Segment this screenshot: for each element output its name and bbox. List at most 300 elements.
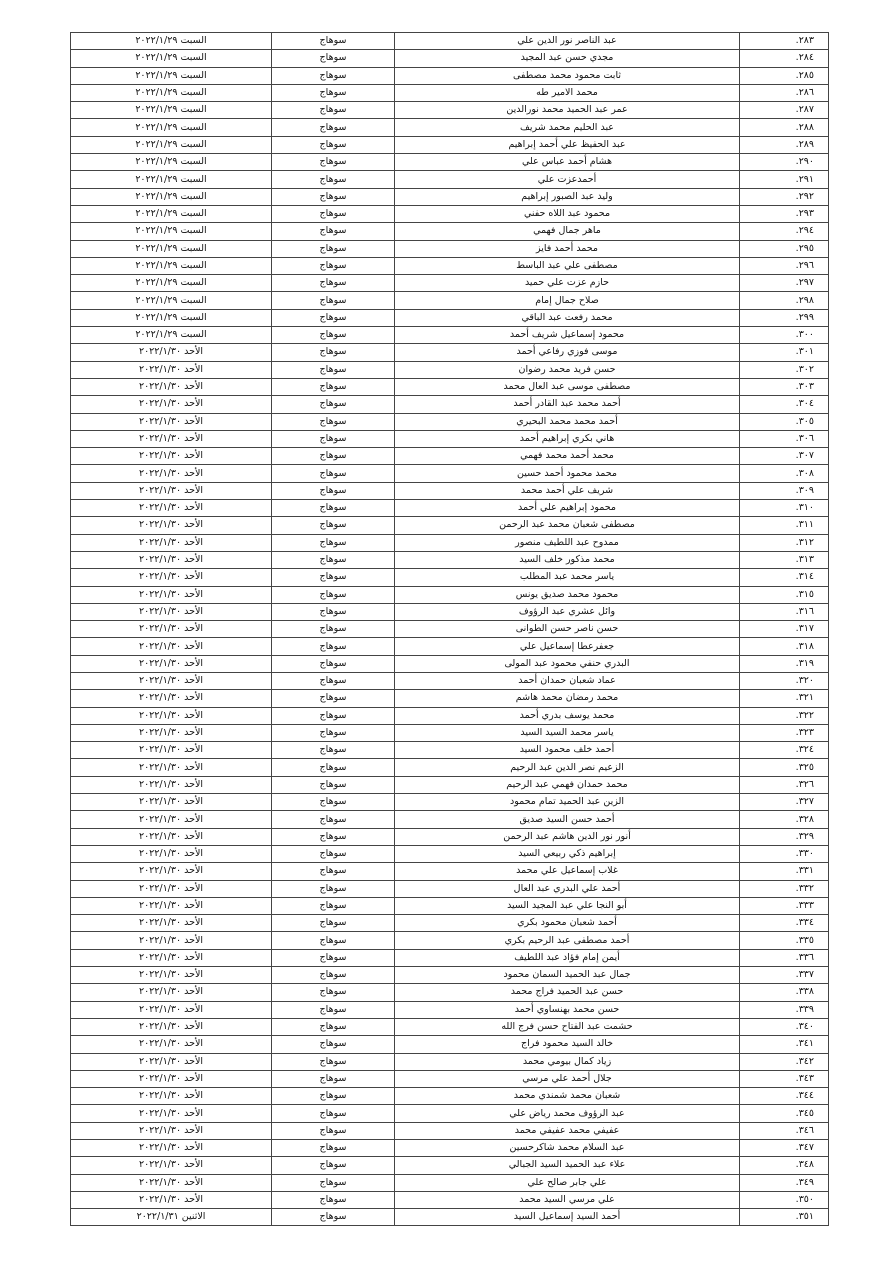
governorate-cell: سوهاج: [272, 223, 395, 240]
name-cell: ياسر محمد عبد المطلب: [395, 569, 740, 586]
date-cell: الأحد ٢٠٢٢/١/٣٠: [71, 448, 272, 465]
table-row: [71, 257, 829, 274]
date-cell: الأحد ٢٠٢٢/١/٣٠: [71, 430, 272, 447]
row-number-cell: ٢٩٦.: [740, 257, 829, 274]
governorate-cell: سوهاج: [272, 534, 395, 551]
name-cell: موسى فوزي رفاعي أحمد: [395, 344, 740, 361]
row-number-cell: ٣٠٣.: [740, 378, 829, 395]
date-cell: الأحد ٢٠٢٢/١/٣٠: [71, 897, 272, 914]
governorate-cell: سوهاج: [272, 50, 395, 67]
row-number-cell: ٣٠٩.: [740, 482, 829, 499]
date-cell: الأحد ٢٠٢٢/١/٣٠: [71, 517, 272, 534]
name-cell: حازم عزت علي حميد: [395, 275, 740, 292]
name-cell: مصطفى موسى عبد العال محمد: [395, 378, 740, 395]
row-number-cell: ٢٨٤.: [740, 50, 829, 67]
name-cell: عبد الحفيظ علي أحمد إبراهيم: [395, 136, 740, 153]
row-number-cell: ٣٢٤.: [740, 742, 829, 759]
name-cell: عمر عبد الحميد محمد نورالدين: [395, 102, 740, 119]
date-cell: الأحد ٢٠٢٢/١/٣٠: [71, 361, 272, 378]
row-number-cell: ٢٨٨.: [740, 119, 829, 136]
table-row: [71, 724, 829, 741]
name-cell: محمود إسماعيل شريف أحمد: [395, 327, 740, 344]
table-row: [71, 551, 829, 568]
governorate-cell: سوهاج: [272, 845, 395, 862]
row-number-cell: ٣٢١.: [740, 690, 829, 707]
governorate-cell: سوهاج: [272, 309, 395, 326]
name-cell: محمد رمضان محمد هاشم: [395, 690, 740, 707]
table-row: [71, 915, 829, 932]
governorate-cell: سوهاج: [272, 188, 395, 205]
table-row: [71, 638, 829, 655]
table-row: [71, 327, 829, 344]
table-row: [71, 500, 829, 517]
governorate-cell: سوهاج: [272, 84, 395, 101]
row-number-cell: ٢٨٩.: [740, 136, 829, 153]
governorate-cell: سوهاج: [272, 327, 395, 344]
row-number-cell: ٣٠٢.: [740, 361, 829, 378]
governorate-cell: سوهاج: [272, 67, 395, 84]
name-cell: علي مرسي السيد محمد: [395, 1191, 740, 1208]
row-number-cell: ٣٣٧.: [740, 967, 829, 984]
governorate-cell: سوهاج: [272, 275, 395, 292]
date-cell: الأحد ٢٠٢٢/١/٣٠: [71, 551, 272, 568]
name-cell: أحمدعزت علي: [395, 171, 740, 188]
date-cell: السبت ٢٠٢٢/١/٢٩: [71, 327, 272, 344]
row-number-cell: ٢٩٩.: [740, 309, 829, 326]
name-cell: عبد الحليم محمد شريف: [395, 119, 740, 136]
row-number-cell: ٣٢٣.: [740, 724, 829, 741]
governorate-cell: سوهاج: [272, 776, 395, 793]
table-row: [71, 67, 829, 84]
table-row: [71, 119, 829, 136]
governorate-cell: سوهاج: [272, 759, 395, 776]
name-cell: أبو النجا علي عبد المجيد السيد: [395, 897, 740, 914]
name-cell: محمد أحمد فايز: [395, 240, 740, 257]
row-number-cell: ٣١٨.: [740, 638, 829, 655]
date-cell: الأحد ٢٠٢٢/١/٣٠: [71, 690, 272, 707]
governorate-cell: سوهاج: [272, 517, 395, 534]
name-cell: زياد كمال بيومي محمد: [395, 1053, 740, 1070]
date-cell: الأحد ٢٠٢٢/١/٣٠: [71, 707, 272, 724]
governorate-cell: سوهاج: [272, 1070, 395, 1087]
date-cell: الأحد ٢٠٢٢/١/٣٠: [71, 586, 272, 603]
name-cell: شريف علي أحمد محمد: [395, 482, 740, 499]
table-row: [71, 655, 829, 672]
row-number-cell: ٣١٦.: [740, 603, 829, 620]
row-number-cell: ٢٩١.: [740, 171, 829, 188]
governorate-cell: سوهاج: [272, 396, 395, 413]
table-row: [71, 863, 829, 880]
governorate-cell: سوهاج: [272, 1018, 395, 1035]
date-cell: الأحد ٢٠٢٢/١/٣٠: [71, 1070, 272, 1087]
governorate-cell: سوهاج: [272, 1157, 395, 1174]
governorate-cell: سوهاج: [272, 1122, 395, 1139]
governorate-cell: سوهاج: [272, 621, 395, 638]
name-cell: علي جابر صالح علي: [395, 1174, 740, 1191]
date-cell: السبت ٢٠٢٢/١/٢٩: [71, 33, 272, 50]
date-cell: الأحد ٢٠٢٢/١/٣٠: [71, 742, 272, 759]
governorate-cell: سوهاج: [272, 1036, 395, 1053]
row-number-cell: ٣٤١.: [740, 1036, 829, 1053]
date-cell: الأحد ٢٠٢٢/١/٣٠: [71, 828, 272, 845]
row-number-cell: ٣٢٨.: [740, 811, 829, 828]
name-cell: حشمت عبد الفتاح حسن فرج الله: [395, 1018, 740, 1035]
date-cell: الأحد ٢٠٢٢/١/٣٠: [71, 794, 272, 811]
table-row: [71, 897, 829, 914]
table-row: [71, 1001, 829, 1018]
governorate-cell: سوهاج: [272, 136, 395, 153]
date-cell: الأحد ٢٠٢٢/١/٣٠: [71, 344, 272, 361]
table-row: [71, 672, 829, 689]
governorate-cell: سوهاج: [272, 984, 395, 1001]
name-cell: ماهر جمال فهمي: [395, 223, 740, 240]
table-row: [71, 845, 829, 862]
governorate-cell: سوهاج: [272, 586, 395, 603]
name-cell: محمود إبراهيم علي أحمد: [395, 500, 740, 517]
date-cell: الأحد ٢٠٢٢/١/٣٠: [71, 569, 272, 586]
date-cell: الاثنين ٢٠٢٢/١/٣١: [71, 1209, 272, 1226]
table-row: [71, 794, 829, 811]
date-cell: السبت ٢٠٢٢/١/٢٩: [71, 154, 272, 171]
name-cell: أحمد محمد محمد البحيري: [395, 413, 740, 430]
governorate-cell: سوهاج: [272, 1191, 395, 1208]
date-cell: الأحد ٢٠٢٢/١/٣٠: [71, 724, 272, 741]
row-number-cell: ٢٩٨.: [740, 292, 829, 309]
table-row: [71, 171, 829, 188]
table-row: [71, 586, 829, 603]
row-number-cell: ٣٢٠.: [740, 672, 829, 689]
records-table-body: [71, 33, 829, 1226]
governorate-cell: سوهاج: [272, 1174, 395, 1191]
row-number-cell: ٣١٠.: [740, 500, 829, 517]
row-number-cell: ٣٣٢.: [740, 880, 829, 897]
table-row: [71, 1018, 829, 1035]
governorate-cell: سوهاج: [272, 1209, 395, 1226]
row-number-cell: ٣٤٨.: [740, 1157, 829, 1174]
governorate-cell: سوهاج: [272, 828, 395, 845]
table-row: [71, 292, 829, 309]
governorate-cell: سوهاج: [272, 915, 395, 932]
date-cell: الأحد ٢٠٢٢/١/٣٠: [71, 1001, 272, 1018]
name-cell: ثابت محمود محمد مصطفى: [395, 67, 740, 84]
row-number-cell: ٣٤٢.: [740, 1053, 829, 1070]
governorate-cell: سوهاج: [272, 863, 395, 880]
row-number-cell: ٣١٥.: [740, 586, 829, 603]
name-cell: حسن ناصر حسن الطوانى: [395, 621, 740, 638]
governorate-cell: سوهاج: [272, 500, 395, 517]
table-row: [71, 1209, 829, 1226]
row-number-cell: ٣٢٩.: [740, 828, 829, 845]
table-row: [71, 690, 829, 707]
governorate-cell: سوهاج: [272, 430, 395, 447]
table-row: [71, 776, 829, 793]
table-row: [71, 378, 829, 395]
table-row: [71, 759, 829, 776]
governorate-cell: سوهاج: [272, 1105, 395, 1122]
table-row: [71, 603, 829, 620]
governorate-cell: سوهاج: [272, 119, 395, 136]
date-cell: الأحد ٢٠٢٢/١/٣٠: [71, 1191, 272, 1208]
date-cell: الأحد ٢٠٢٢/١/٣٠: [71, 949, 272, 966]
governorate-cell: سوهاج: [272, 811, 395, 828]
table-row: [71, 880, 829, 897]
governorate-cell: سوهاج: [272, 171, 395, 188]
governorate-cell: سوهاج: [272, 932, 395, 949]
date-cell: السبت ٢٠٢٢/١/٢٩: [71, 119, 272, 136]
table-row: [71, 275, 829, 292]
row-number-cell: ٣٤٧.: [740, 1140, 829, 1157]
name-cell: محمد حمدان فهمي عبد الرحيم: [395, 776, 740, 793]
name-cell: هشام أحمد عباس علي: [395, 154, 740, 171]
date-cell: الأحد ٢٠٢٢/١/٣٠: [71, 655, 272, 672]
row-number-cell: ٣٠٦.: [740, 430, 829, 447]
date-cell: الأحد ٢٠٢٢/١/٣٠: [71, 1088, 272, 1105]
name-cell: جمال عبد الحميد السمان محمود: [395, 967, 740, 984]
date-cell: الأحد ٢٠٢٢/١/٣٠: [71, 967, 272, 984]
date-cell: الأحد ٢٠٢٢/١/٣٠: [71, 378, 272, 395]
date-cell: الأحد ٢٠٢٢/١/٣٠: [71, 1036, 272, 1053]
date-cell: الأحد ٢٠٢٢/١/٣٠: [71, 413, 272, 430]
governorate-cell: سوهاج: [272, 448, 395, 465]
date-cell: الأحد ٢٠٢٢/١/٣٠: [71, 500, 272, 517]
date-cell: الأحد ٢٠٢٢/١/٣٠: [71, 1053, 272, 1070]
name-cell: أحمد خلف محمود السيد: [395, 742, 740, 759]
governorate-cell: سوهاج: [272, 1001, 395, 1018]
name-cell: مصطفى شعبان محمد عبد الرحمن: [395, 517, 740, 534]
row-number-cell: ٢٨٥.: [740, 67, 829, 84]
date-cell: السبت ٢٠٢٢/١/٢٩: [71, 84, 272, 101]
name-cell: أحمد محمد عبد القادر أحمد: [395, 396, 740, 413]
governorate-cell: سوهاج: [272, 603, 395, 620]
governorate-cell: سوهاج: [272, 33, 395, 50]
name-cell: عبد السلام محمد شاكرحسين: [395, 1140, 740, 1157]
governorate-cell: سوهاج: [272, 482, 395, 499]
row-number-cell: ٣٣٦.: [740, 949, 829, 966]
name-cell: وليد عبد الصبور إبراهيم: [395, 188, 740, 205]
name-cell: محمد مذكور خلف السيد: [395, 551, 740, 568]
date-cell: السبت ٢٠٢٢/١/٢٩: [71, 136, 272, 153]
name-cell: عبد الرؤوف محمد رياض علي: [395, 1105, 740, 1122]
name-cell: خالد السيد محمود فراج: [395, 1036, 740, 1053]
governorate-cell: سوهاج: [272, 551, 395, 568]
date-cell: الأحد ٢٠٢٢/١/٣٠: [71, 534, 272, 551]
governorate-cell: سوهاج: [272, 465, 395, 482]
governorate-cell: سوهاج: [272, 344, 395, 361]
table-row: [71, 1053, 829, 1070]
governorate-cell: سوهاج: [272, 240, 395, 257]
table-row: [71, 223, 829, 240]
row-number-cell: ٣١٢.: [740, 534, 829, 551]
row-number-cell: ٣٠٠.: [740, 327, 829, 344]
name-cell: ياسر محمد السيد السيد: [395, 724, 740, 741]
table-row: [71, 84, 829, 101]
row-number-cell: ٢٩٠.: [740, 154, 829, 171]
governorate-cell: سوهاج: [272, 205, 395, 222]
governorate-cell: سوهاج: [272, 742, 395, 759]
date-cell: السبت ٢٠٢٢/١/٢٩: [71, 205, 272, 222]
table-row: [71, 742, 829, 759]
document-page: [70, 32, 824, 1226]
table-row: [71, 811, 829, 828]
table-row: [71, 309, 829, 326]
date-cell: الأحد ٢٠٢٢/١/٣٠: [71, 932, 272, 949]
name-cell: حسن محمد بهنساوي أحمد: [395, 1001, 740, 1018]
table-row: [71, 517, 829, 534]
table-row: [71, 1140, 829, 1157]
date-cell: السبت ٢٠٢٢/١/٢٩: [71, 275, 272, 292]
name-cell: محمود محمد صديق يونس: [395, 586, 740, 603]
governorate-cell: سوهاج: [272, 690, 395, 707]
governorate-cell: سوهاج: [272, 724, 395, 741]
table-row: [71, 707, 829, 724]
row-number-cell: ٢٨٧.: [740, 102, 829, 119]
row-number-cell: ٣٢٧.: [740, 794, 829, 811]
name-cell: ممدوح عبد اللطيف منصور: [395, 534, 740, 551]
name-cell: محمود عبد اللاه حفني: [395, 205, 740, 222]
row-number-cell: ٢٩٣.: [740, 205, 829, 222]
table-row: [71, 396, 829, 413]
row-number-cell: ٣٠١.: [740, 344, 829, 361]
date-cell: الأحد ٢٠٢٢/١/٣٠: [71, 621, 272, 638]
records-table: [70, 32, 829, 1226]
row-number-cell: ٢٩٢.: [740, 188, 829, 205]
row-number-cell: ٣٢٢.: [740, 707, 829, 724]
name-cell: مجدي حسن عبد المجيد: [395, 50, 740, 67]
row-number-cell: ٢٨٦.: [740, 84, 829, 101]
date-cell: السبت ٢٠٢٢/١/٢٩: [71, 102, 272, 119]
name-cell: جعفرعطا إسماعيل علي: [395, 638, 740, 655]
row-number-cell: ٣٣٠.: [740, 845, 829, 862]
governorate-cell: سوهاج: [272, 569, 395, 586]
governorate-cell: سوهاج: [272, 897, 395, 914]
date-cell: السبت ٢٠٢٢/١/٢٩: [71, 309, 272, 326]
row-number-cell: ٢٩٥.: [740, 240, 829, 257]
table-row: [71, 1157, 829, 1174]
date-cell: الأحد ٢٠٢٢/١/٣٠: [71, 776, 272, 793]
row-number-cell: ٣٥١.: [740, 1209, 829, 1226]
table-row: [71, 1070, 829, 1087]
date-cell: السبت ٢٠٢٢/١/٢٩: [71, 67, 272, 84]
row-number-cell: ٣٤٥.: [740, 1105, 829, 1122]
row-number-cell: ٣٣٨.: [740, 984, 829, 1001]
date-cell: الأحد ٢٠٢٢/١/٣٠: [71, 482, 272, 499]
date-cell: الأحد ٢٠٢٢/١/٣٠: [71, 672, 272, 689]
date-cell: السبت ٢٠٢٢/١/٢٩: [71, 223, 272, 240]
table-row: [71, 344, 829, 361]
name-cell: محمد رفعت عبد الباقي: [395, 309, 740, 326]
governorate-cell: سوهاج: [272, 413, 395, 430]
table-row: [71, 984, 829, 1001]
governorate-cell: سوهاج: [272, 794, 395, 811]
governorate-cell: سوهاج: [272, 378, 395, 395]
governorate-cell: سوهاج: [272, 154, 395, 171]
table-row: [71, 188, 829, 205]
date-cell: الأحد ٢٠٢٢/١/٣٠: [71, 759, 272, 776]
date-cell: السبت ٢٠٢٢/١/٢٩: [71, 292, 272, 309]
table-row: [71, 136, 829, 153]
row-number-cell: ٣٢٥.: [740, 759, 829, 776]
row-number-cell: ٣٤٠.: [740, 1018, 829, 1035]
name-cell: الزعيم نصر الدين عبد الرحيم: [395, 759, 740, 776]
name-cell: محمد أحمد محمد فهمي: [395, 448, 740, 465]
name-cell: أحمد شعبان محمود بكري: [395, 915, 740, 932]
table-row: [71, 448, 829, 465]
row-number-cell: ٣٥٠.: [740, 1191, 829, 1208]
date-cell: الأحد ٢٠٢٢/١/٣٠: [71, 915, 272, 932]
table-row: [71, 932, 829, 949]
table-row: [71, 621, 829, 638]
name-cell: هاني بكري إبراهيم أحمد: [395, 430, 740, 447]
governorate-cell: سوهاج: [272, 638, 395, 655]
governorate-cell: سوهاج: [272, 1053, 395, 1070]
date-cell: الأحد ٢٠٢٢/١/٣٠: [71, 1140, 272, 1157]
row-number-cell: ٣١٩.: [740, 655, 829, 672]
name-cell: محمد يوسف بدري أحمد: [395, 707, 740, 724]
name-cell: أحمد السيد إسماعيل السيد: [395, 1209, 740, 1226]
date-cell: الأحد ٢٠٢٢/١/٣٠: [71, 863, 272, 880]
table-row: [71, 482, 829, 499]
date-cell: الأحد ٢٠٢٢/١/٣٠: [71, 1122, 272, 1139]
row-number-cell: ٣٠٧.: [740, 448, 829, 465]
name-cell: جلال أحمد علي مرسي: [395, 1070, 740, 1087]
row-number-cell: ٣١١.: [740, 517, 829, 534]
name-cell: عماد شعبان حمدان أحمد: [395, 672, 740, 689]
table-row: [71, 569, 829, 586]
name-cell: أحمد حسن السيد صديق: [395, 811, 740, 828]
name-cell: حسن عبد الحميد فراج محمد: [395, 984, 740, 1001]
table-row: [71, 102, 829, 119]
governorate-cell: سوهاج: [272, 655, 395, 672]
name-cell: علاء عبد الحميد السيد الجبالي: [395, 1157, 740, 1174]
table-row: [71, 465, 829, 482]
governorate-cell: سوهاج: [272, 102, 395, 119]
row-number-cell: ٣٠٤.: [740, 396, 829, 413]
table-row: [71, 1088, 829, 1105]
date-cell: الأحد ٢٠٢٢/١/٣٠: [71, 396, 272, 413]
date-cell: السبت ٢٠٢٢/١/٢٩: [71, 188, 272, 205]
name-cell: أنور نور الدين هاشم عبد الرحمن: [395, 828, 740, 845]
name-cell: محمد الامير طه: [395, 84, 740, 101]
row-number-cell: ٣٣٥.: [740, 932, 829, 949]
table-row: [71, 240, 829, 257]
table-row: [71, 154, 829, 171]
date-cell: الأحد ٢٠٢٢/١/٣٠: [71, 603, 272, 620]
date-cell: الأحد ٢٠٢٢/١/٣٠: [71, 811, 272, 828]
table-row: [71, 1122, 829, 1139]
date-cell: السبت ٢٠٢٢/١/٢٩: [71, 257, 272, 274]
row-number-cell: ٣١٤.: [740, 569, 829, 586]
row-number-cell: ٣٤٦.: [740, 1122, 829, 1139]
row-number-cell: ٣٠٥.: [740, 413, 829, 430]
governorate-cell: سوهاج: [272, 292, 395, 309]
table-row: [71, 949, 829, 966]
table-row: [71, 534, 829, 551]
governorate-cell: سوهاج: [272, 672, 395, 689]
name-cell: شعبان محمد شمندي محمد: [395, 1088, 740, 1105]
name-cell: وائل عشري عبد الرؤوف: [395, 603, 740, 620]
date-cell: الأحد ٢٠٢٢/١/٣٠: [71, 1105, 272, 1122]
row-number-cell: ٣٤٣.: [740, 1070, 829, 1087]
row-number-cell: ٢٩٤.: [740, 223, 829, 240]
table-row: [71, 33, 829, 50]
row-number-cell: ٣٣٣.: [740, 897, 829, 914]
name-cell: البدري حنفي محمود عبد المولى: [395, 655, 740, 672]
date-cell: السبت ٢٠٢٢/١/٢٩: [71, 171, 272, 188]
row-number-cell: ٣٠٨.: [740, 465, 829, 482]
name-cell: أحمد مصطفى عبد الرحيم بكري: [395, 932, 740, 949]
date-cell: الأحد ٢٠٢٢/١/٣٠: [71, 1018, 272, 1035]
date-cell: الأحد ٢٠٢٢/١/٣٠: [71, 984, 272, 1001]
